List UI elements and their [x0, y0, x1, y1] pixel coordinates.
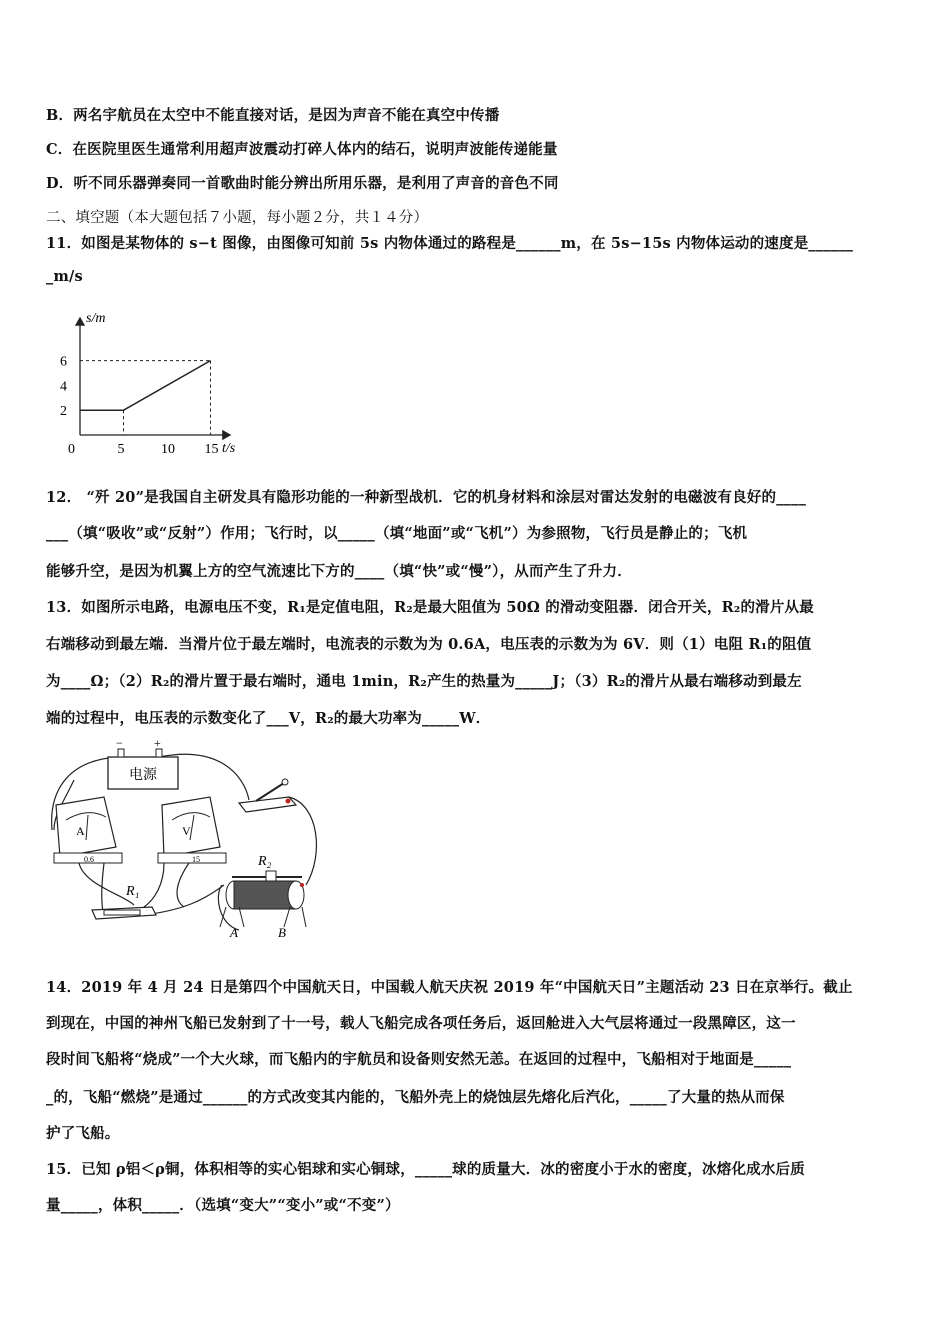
q14-line4: _的，飞船“燃烧”是通过______的方式改变其内能的，飞船外壳上的烧蚀层先熔化后汽化，_____了大量的热从而保 [46, 1089, 785, 1106]
data-line [80, 361, 211, 411]
power-source-label: 电源 [129, 768, 157, 783]
ammeter [54, 797, 122, 864]
minus-sign: − [116, 736, 123, 750]
circuit-diagram [44, 735, 324, 940]
voltmeter [158, 797, 226, 864]
q11-line2: _m/s [46, 268, 83, 285]
q15-line1: 15．已知 ρ铝＜ρ铜，体积相等的实心铝球和实心铜球，_____球的质量大．冰的密度小于水的密度，冰熔化成水后质 [46, 1161, 805, 1178]
q13-line3: 为____Ω；（2）R₂的滑片置于最右端时，通电 1min，R₂产生的热量为_____J；（3）R₂的滑片从最右端移动到最左 [46, 673, 802, 690]
q13-line4: 端的过程中，电压表的示数变化了___V，R₂的最大功率为_____W． [46, 710, 491, 727]
q13-line2: 右端移动到最左端．当滑片位于最左端时，电流表的示数为为 0.6A，电压表的示数为为 6V．则（1）电阻 R₁的阻值 [46, 636, 812, 653]
y-axis-label: s/m [86, 311, 106, 326]
option-c: C．在医院里医生通常利用超声波震动打碎人体内的结石，说明声波能传递能量 [46, 141, 558, 158]
terminal-a: A [230, 925, 238, 940]
terminal-b: B [278, 925, 286, 940]
q12-line1: 12． “歼 20”是我国自主研发具有隐形功能的一种新型战机．它的机身材料和涂层对雷达发射的电磁波有良好的____ [46, 489, 807, 506]
y-tick-label: 2 [60, 404, 67, 420]
q15-line2: 量_____，体积_____．（选填“变大”“变小”或“不变”） [46, 1197, 400, 1214]
q13-line1: 13．如图所示电路，电源电压不变，R₁是定值电阻，R₂是最大阻值为 50Ω 的滑动变阻器．闭合开关，R₂的滑片从最 [46, 599, 814, 616]
r1-label: R₁ [126, 884, 140, 899]
q14-line3: 段时间飞船将“烧成”一个大火球，而飞船内的宇航员和设备则安然无恙。在返回的过程中，飞船相对于地面是_____ [46, 1051, 792, 1068]
q14-line1: 14．2019 年 4 月 24 日是第四个中国航天日，中国载人航天庆祝 2019 年“中国航天日”主题活动 23 日在京举行。截止 [46, 979, 853, 996]
section-heading: 二、填空题（本大题包括７小题，每小题２分，共１４分） [46, 210, 429, 226]
x-axis-label: t/s [222, 441, 236, 456]
option-b: B．两名宇航员在太空中不能直接对话，是因为声音不能在真空中传播 [46, 107, 500, 124]
option-d: D．听不同乐器弹奏同一首歌曲时能分辨出所用乐器，是利用了声音的音色不同 [46, 175, 559, 192]
q12-line3: 能够升空，是因为机翼上方的空气流速比下方的____（填“快”或“慢”），从而产生了升力． [46, 563, 632, 580]
rheostat-r2 [220, 854, 306, 940]
ammeter-scale: 0.6 [84, 855, 94, 864]
y-tick-label: 4 [60, 379, 67, 395]
plus-sign: + [154, 736, 161, 750]
voltmeter-symbol: V [182, 824, 191, 838]
r2-label: R₂ [258, 854, 272, 869]
y-tick-label: 6 [60, 354, 67, 370]
voltmeter-scale: 15 [192, 855, 200, 864]
q11-line1: 11．如图是某物体的 s−t 图像，由图像可知前 5s 内物体通过的路程是______m，在 5s−15s 内物体运动的速度是______ [46, 235, 854, 252]
q14-line5: 护了飞船。 [46, 1125, 120, 1142]
x-tick-label: 15 [204, 442, 219, 457]
q14-line2: 到现在，中国的神州飞船已发射到了十一号，载人飞船完成各项任务后，返回舱进入大气层将通过一段黑障区，这一 [46, 1015, 796, 1032]
st-graph [50, 300, 260, 460]
x-tick-label: 5 [117, 442, 125, 457]
x-tick-label: 10 [161, 442, 175, 457]
q12-line2: ___（填“吸收”或“反射”）作用；飞行时，以_____（填“地面”或“飞机”）为参照物，飞行员是静止的；飞机 [46, 525, 748, 542]
ammeter-symbol: A [76, 824, 85, 838]
x-tick-label: 0 [68, 442, 75, 457]
